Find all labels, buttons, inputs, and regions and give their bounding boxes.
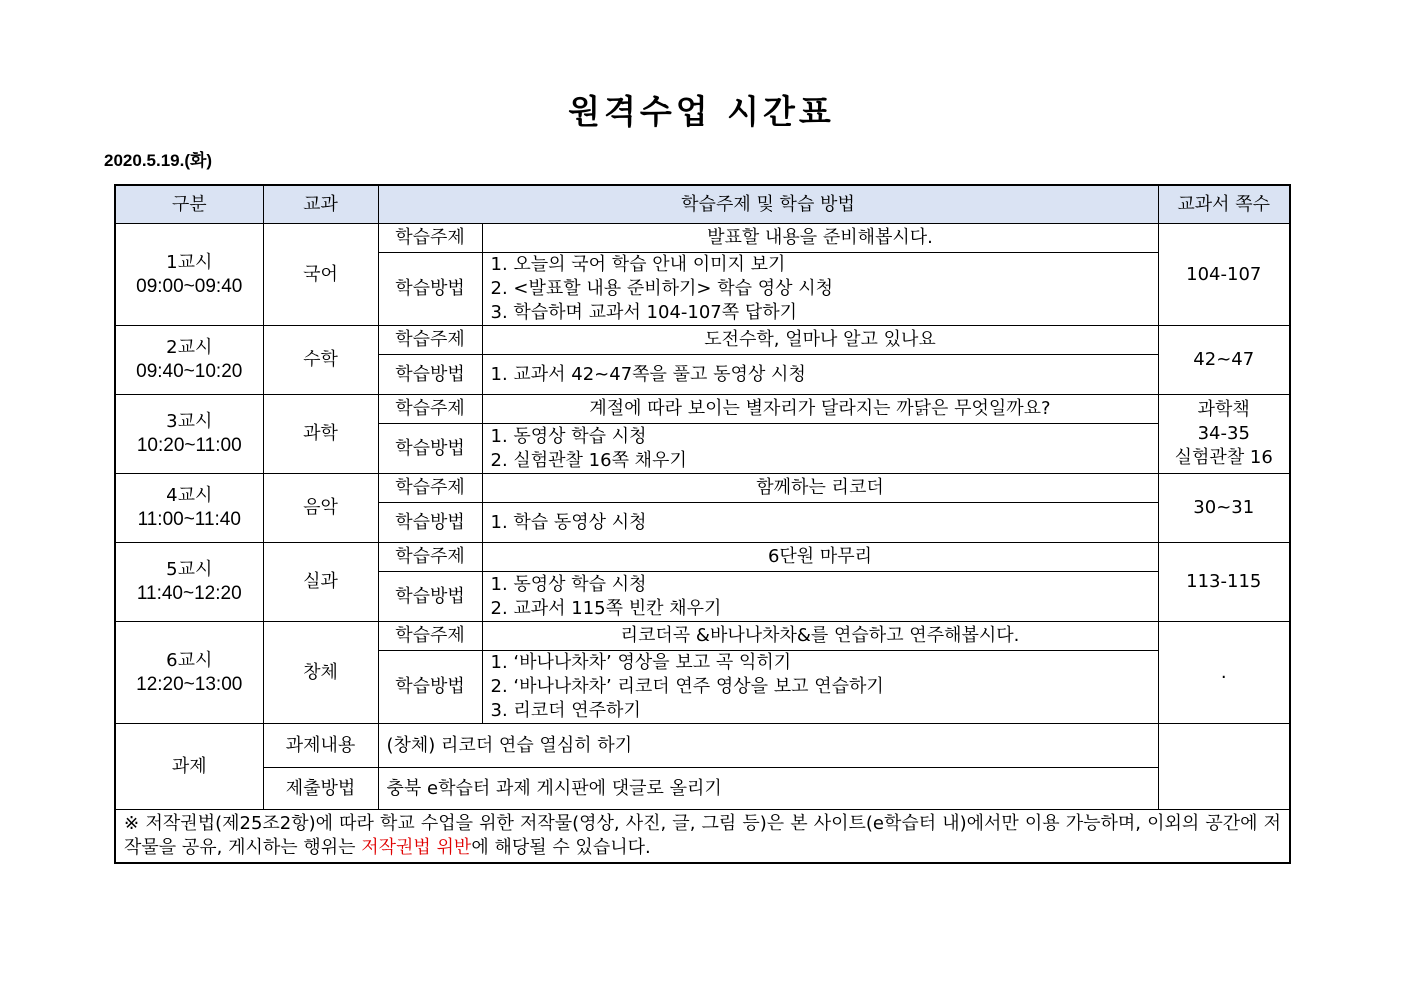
assignment-submit: 충북 e학습터 과제 게시판에 댓글로 올리기 (378, 768, 1158, 810)
notice-text-end: 에 해당될 수 있습니다. (471, 837, 651, 858)
date-label: 2020.5.19.(화) (104, 151, 213, 170)
method-item: 1. 오늘의 국어 학습 안내 이미지 보기 (490, 254, 786, 275)
method-item: 1. 학습 동영상 시청 (490, 511, 647, 533)
notice-row (115, 810, 1290, 864)
method-item: 3. 학습하며 교과서 104-107쪽 답하기 (490, 302, 798, 323)
period-cell (115, 224, 263, 326)
assignment-submit-row (115, 768, 1290, 810)
assignment-content-row (115, 724, 1290, 768)
topic-cell: 6단원 마무리 (482, 543, 1158, 572)
period-label: 4교시 (166, 485, 213, 506)
page-title: 원격수업 시간표 (568, 92, 835, 131)
period-label: 2교시 (166, 337, 213, 358)
period-cell (115, 474, 263, 543)
col-division: 구분 (115, 185, 263, 224)
subject-cell: 음악 (263, 474, 378, 543)
pages-line: 113-115 (1186, 571, 1262, 592)
method-cell (482, 651, 1158, 724)
topic-label: 학습주제 (378, 395, 482, 424)
method-label: 학습방법 (378, 355, 482, 395)
period-cell (115, 622, 263, 724)
pages-line: 104-107 (1186, 263, 1262, 285)
period-topic-row (115, 395, 1290, 424)
pages-cell (1158, 622, 1290, 724)
pages-line: . (1220, 661, 1227, 683)
method-label: 학습방법 (378, 651, 482, 724)
method-item: 2. ‘바나나차차’ 리코더 연주 영상을 보고 연습하기 (490, 676, 884, 697)
method-item: 1. 동영상 학습 시청 (490, 573, 647, 595)
pages-line: 실험관찰 16 (1174, 447, 1273, 468)
pages-cell (1158, 395, 1290, 474)
period-cell (115, 543, 263, 622)
topic-cell: 계절에 따라 보이는 별자리가 달라지는 까닭은 무엇일까요? (482, 395, 1158, 424)
method-label: 학습방법 (378, 572, 482, 622)
col-content: 학습주제 및 학습 방법 (378, 185, 1158, 224)
pages-cell (1158, 224, 1290, 326)
subject-cell: 창체 (263, 622, 378, 724)
pages-cell (1158, 474, 1290, 543)
period-time: 09:00~09:40 (136, 275, 243, 297)
assignment-label: 과제 (115, 724, 263, 810)
method-cell (482, 503, 1158, 543)
period-time: 10:20~11:00 (136, 435, 242, 456)
assignment-empty-cell (1158, 724, 1290, 810)
pages-line: 과학책 (1197, 399, 1250, 420)
topic-cell: 함께하는 리코더 (482, 474, 1158, 503)
period-time: 09:40~10:20 (136, 361, 243, 382)
subject-cell: 수학 (263, 326, 378, 395)
pages-cell (1158, 543, 1290, 622)
pages-cell (1158, 326, 1290, 395)
subject-cell: 실과 (263, 543, 378, 622)
period-topic-row (115, 543, 1290, 572)
period-cell (115, 395, 263, 474)
method-label: 학습방법 (378, 424, 482, 474)
pages-line: 30~31 (1193, 497, 1255, 518)
topic-label: 학습주제 (378, 224, 482, 253)
header-row (115, 185, 1290, 224)
method-item: 2. 교과서 115쪽 빈칸 채우기 (490, 597, 722, 619)
period-topic-row (115, 474, 1290, 503)
col-subject: 교과 (263, 185, 378, 224)
method-item: 1. 교과서 42~47쪽을 풀고 동영상 시청 (490, 363, 806, 385)
timetable (114, 184, 1291, 864)
pages-line: 42~47 (1193, 349, 1255, 370)
method-item: 1. 동영상 학습 시청 (490, 425, 647, 447)
notice-text: ※ 저작권법(제25조2항)에 따라 학교 수업을 위한 저작물(영상, 사진, 글, 그림 등)은 본 사이트(e학습터 내)에서만 이용 가능하며, 이외의 공간에 저작물을 공유, 게시하는 행위는 (124, 813, 1281, 858)
copyright-notice (115, 810, 1290, 864)
period-cell (115, 326, 263, 395)
period-time: 12:20~13:00 (136, 673, 243, 695)
notice-highlight: 저작권법 위반 (361, 837, 472, 858)
topic-label: 학습주제 (378, 543, 482, 572)
subject-cell: 국어 (263, 224, 378, 326)
assignment-content-label: 과제내용 (263, 724, 378, 768)
period-label: 6교시 (166, 649, 213, 671)
method-item: 2. <발표할 내용 준비하기> 학습 영상 시청 (490, 278, 833, 299)
pages-line: 34-35 (1197, 423, 1250, 444)
subject-cell: 과학 (263, 395, 378, 474)
method-cell (482, 424, 1158, 474)
method-cell (482, 253, 1158, 326)
method-label: 학습방법 (378, 503, 482, 543)
col-pages: 교과서 쪽수 (1158, 185, 1290, 224)
period-label: 3교시 (166, 411, 213, 432)
assignment-submit-label: 제출방법 (263, 768, 378, 810)
period-time: 11:40~12:20 (136, 583, 242, 604)
period-time: 11:00~11:40 (137, 509, 241, 530)
method-item: 1. ‘바나나차차’ 영상을 보고 곡 익히기 (490, 652, 792, 673)
method-cell (482, 572, 1158, 622)
topic-label: 학습주제 (378, 326, 482, 355)
assignment-content: (창체) 리코더 연습 열심히 하기 (378, 724, 1158, 768)
period-topic-row (115, 326, 1290, 355)
period-topic-row (115, 622, 1290, 651)
period-label: 1교시 (166, 251, 213, 273)
method-item: 2. 실험관찰 16쪽 채우기 (490, 449, 687, 471)
method-label: 학습방법 (378, 253, 482, 326)
topic-label: 학습주제 (378, 474, 482, 503)
topic-cell: 리코더곡 &바나나차차&를 연습하고 연주해봅시다. (482, 622, 1158, 651)
period-label: 5교시 (166, 559, 213, 580)
period-topic-row (115, 224, 1290, 253)
topic-cell: 발표할 내용을 준비해봅시다. (482, 224, 1158, 253)
method-cell (482, 355, 1158, 395)
topic-label: 학습주제 (378, 622, 482, 651)
method-item: 3. 리코더 연주하기 (490, 700, 641, 721)
topic-cell: 도전수학, 얼마나 알고 있나요 (482, 326, 1158, 355)
